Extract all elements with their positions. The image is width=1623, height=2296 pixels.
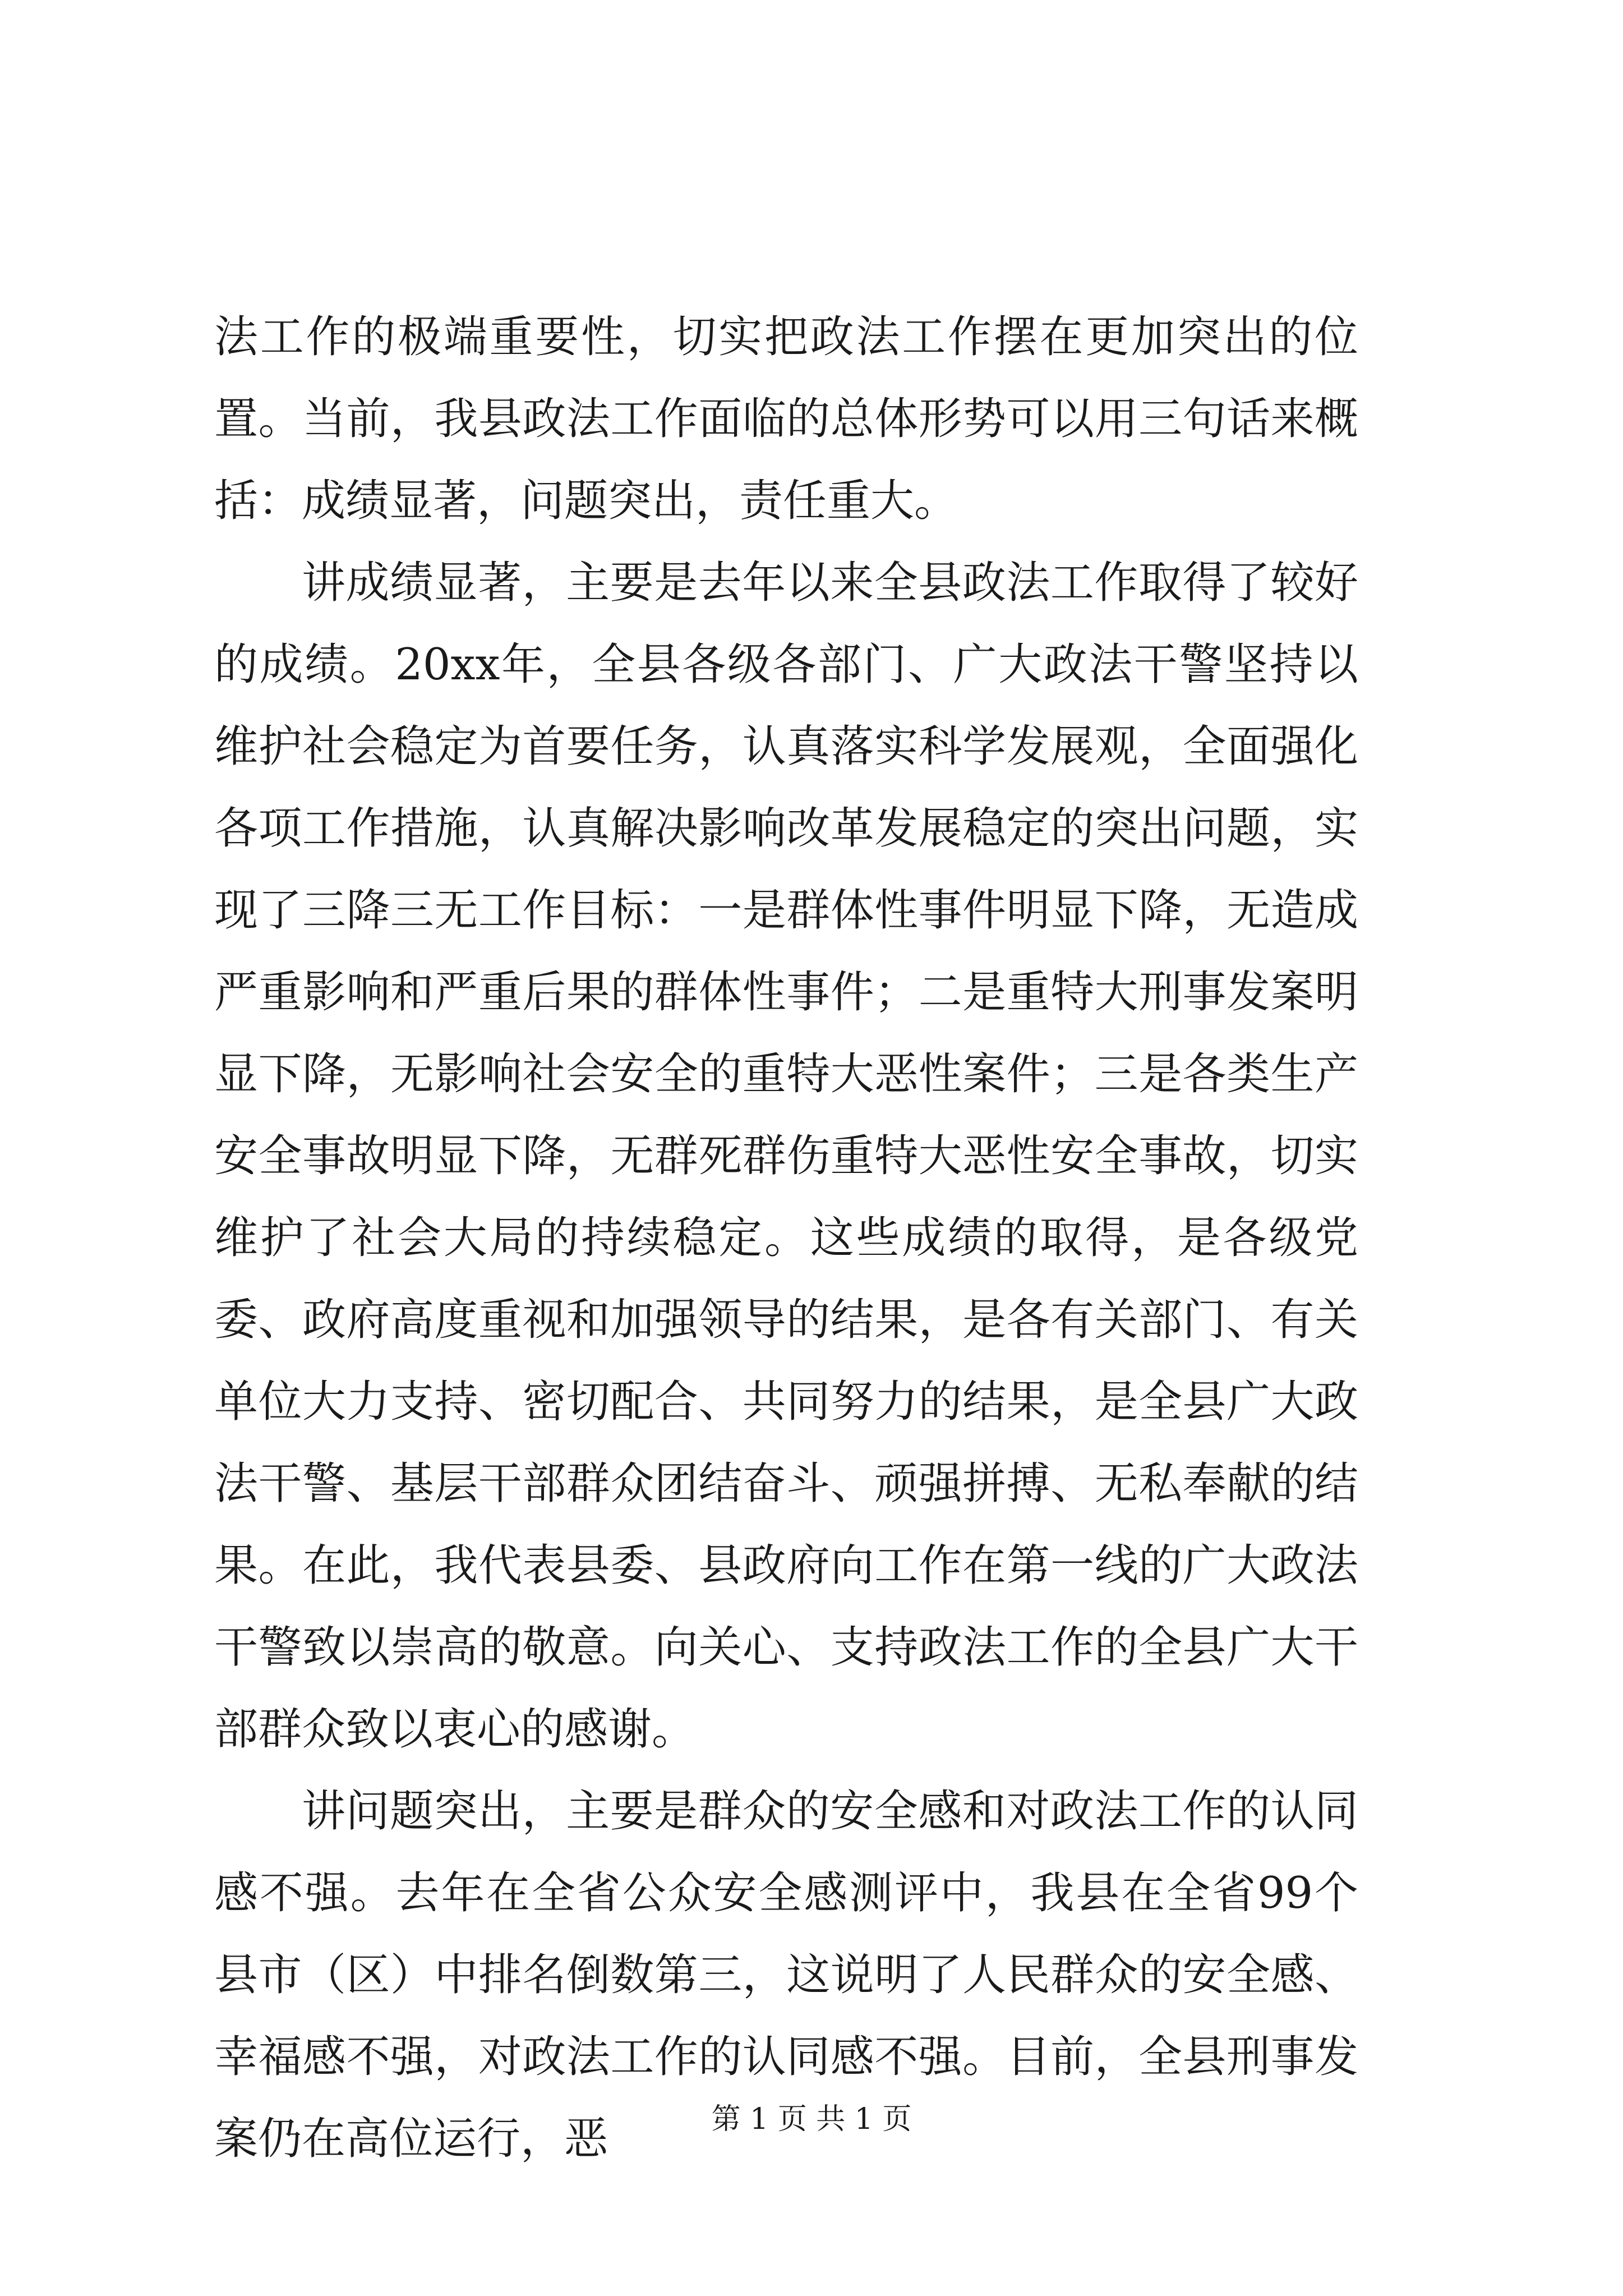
paragraph-problems: 讲问题突出，主要是群众的安全感和对政法工作的认同感不强。去年在全省公众安全感测评中，我县在全省99个县市（区）中排名倒数第三，这说明了人民群众的安全感、幸福感不强，对政法工作的认同感不强。目前，全县刑事发案仍在高位运行，恶 (214, 1786, 1358, 2164)
paragraph-continuation: 法工作的极端重要性，切实把政法工作摆在更加突出的位置。当前，我县政法工作面临的总体形势可以用三句话来概括：成绩显著，问题突出，责任重大。 (214, 312, 1358, 526)
document-body (214, 296, 1358, 2180)
paragraph-achievements: 讲成绩显著，主要是去年以来全县政法工作取得了较好的成绩。20xx年，全县各级各部门、广大政法干警坚持以维护社会稳定为首要任务，认真落实科学发展观，全面强化各项工作措施，认真解决影响改革发展稳定的突出问题，实现了三降三无工作目标：一是群体性事件明显下降，无造成严重影响和严重后果的群体性事件；二是重特大刑事发案明显下降，无影响社会安全的重特大恶性案件；三是各类生产安全事故明显下降，无群死群伤重特大恶性安全事故，切实维护了社会大局的持续稳定。这些成绩的取得，是各级党委、政府高度重视和加强领导的结果，是各有关部门、有关单位大力支持、密切配合、共同努力的结果，是全县广大政法干警、基层干部群众团结奋斗、顽强拼搏、无私奉献的结果。在此，我代表县委、县政府向工作在第一线的广大政法干警致以崇高的敬意。向关心、支持政法工作的全县广大干部群众致以衷心的感谢。 (214, 558, 1358, 1755)
page-footer: 第 1 页 共 1 页 (711, 2102, 912, 2136)
